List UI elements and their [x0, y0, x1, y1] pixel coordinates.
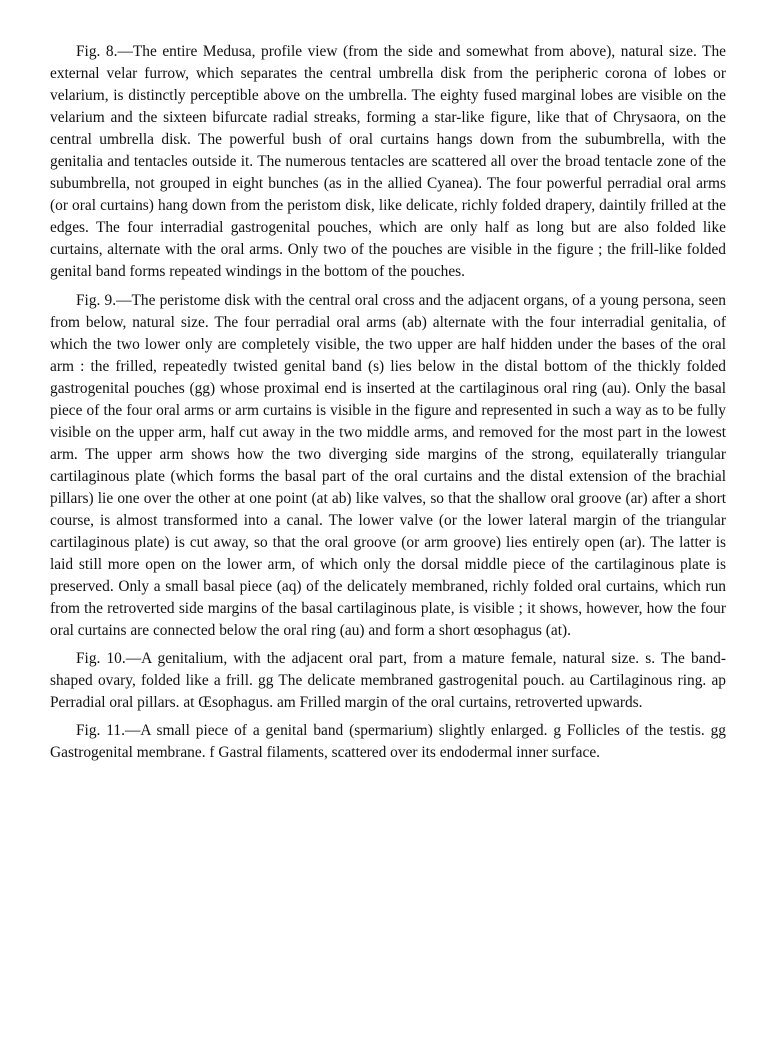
fig-9-label: Fig. 9.: [76, 291, 117, 309]
fig-11-label: Fig. 11.: [76, 722, 125, 740]
fig-8-label: Fig. 8.: [76, 43, 118, 60]
fig-10-label: Fig. 10.: [76, 650, 126, 668]
fig-11-caption: [50, 720, 726, 764]
figure-captions: [50, 41, 726, 771]
fig-8-caption: [50, 41, 726, 284]
fig-9-caption: [50, 290, 726, 643]
fig-8-text: —The entire Medusa, profile view (from the side and somewhat from above), natural size. The external velar furrow, which separates the central umbrella disk from the peripheric corona of lobes or velarium, is distinctly perceptible above on the umbrella. The eighty fused marginal lobes are visible on the velarium and the sixteen bifurcate radial streaks, forming a star-like figure, like that of Chrysaora, on the central umbrella disk. The powerful bush of oral curtains hangs down from the subumbrella, with the genitalia and tentacles outside it. The numerous tentacles are scattered all over the broad tentacle zone of the subumbrella, not grouped in eight bunches (as in the allied Cyanea). The four powerful perradial oral arms (or oral curtains) hang down from the peristom disk, like delicate, richly folded drapery, daintily frilled at the edges. The four interradial gastrogenital pouches, which are only half as long but are also folded like curtains, alternate with the oral arms. Only two of the pouches are visible in the figure ; the frill-like folded genital band forms repeated windings in the bottom of the pouches.: [50, 43, 726, 281]
fig-10-caption: [50, 648, 726, 714]
fig-10-text: —A genitalium, with the adjacent oral part, from a mature female, natural size. s. The band-shaped ovary, folded like a frill. gg The delicate membraned gastrogenital pouch. au Cartilaginous ring. ap Perradial oral pillars. at Œsophagus. am Frilled margin of the oral curtains, retroverted upwards.: [50, 650, 727, 712]
fig-9-text: —The peristome disk with the central oral cross and the adjacent organs, of a young persona, seen from below, natural size. The four perradial oral arms (ab) alternate with the four interradial genitalia, of which the two lower only are completely visible, the two upper are half hidden under the bases of the oral arm : the frilled, repeatedly twisted genital band (s) lies below in the distal bottom of the thickly folded gastrogenital pouches (gg) whose proximal end is inserted at the cartilaginous oral ring (au). Only the basal piece of the four oral arms or arm curtains is visible in the figure and represented in such a way as to be fully visible on the upper arm, half cut away in the two middle arms, and removed for the most part in the lowest arm. The upper arm shows how the two diverging side margins of the strong, equilaterally triangular cartilaginous plate (which forms the basal part of the oral curtains and the distal extension of the brachial pillars) lie one over the other at one point (at ab) like valves, so that the shallow oral groove (ar) after a short course, is almost transformed into a canal. The lower valve (or the lower lateral margin of the triangular cartilaginous plate) is cut away, so that the oral groove (or arm groove) lies entirely open (ar). The latter is laid still more open on the lower arm, of which only the dorsal middle piece of the cartilaginous plate is preserved. Only a small basal piece (aq) of the delicately membraned, richly folded oral curtains, which run from the retroverted side margins of the basal cartilaginous plate, is visible ; it shows, however, how the four oral curtains are connected below the oral ring (au) and form a short œsophagus (at).: [50, 291, 726, 640]
fig-11-text: —A small piece of a genital band (spermarium) slightly enlarged. g Follicles of the testis. gg Gastrogenital membrane. f Gastral filaments, scattered over its endodermal inner surface.: [50, 722, 726, 762]
